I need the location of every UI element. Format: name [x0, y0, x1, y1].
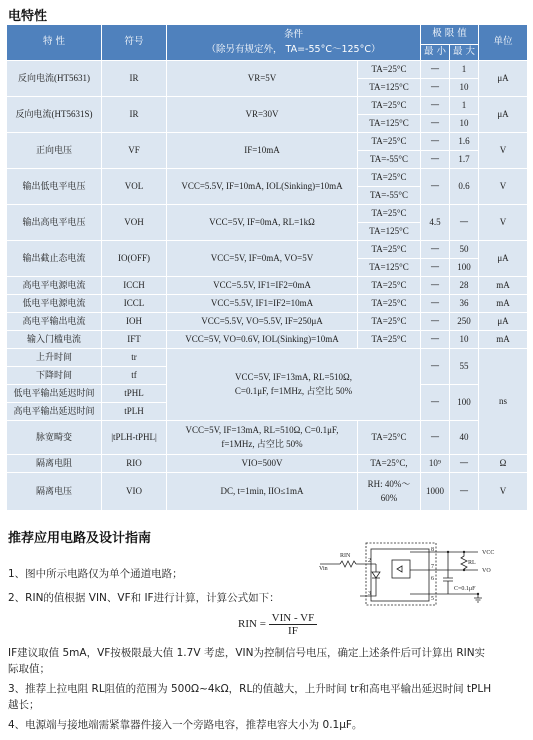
detector-gate [397, 566, 402, 572]
cell-ta [358, 473, 421, 511]
header-max: 最 大 [450, 45, 479, 61]
led-diode [372, 572, 380, 578]
cell-condition: VCC=5.5V, IF1=IF2=10mA [167, 295, 358, 313]
cell-param: 输出高电平电压 [7, 205, 102, 241]
cell-ta: TA=25°C [358, 313, 421, 331]
cell-symbol: |tPLH-tPHL| [102, 421, 167, 455]
table-row [7, 295, 528, 313]
cell-unit: V [479, 133, 528, 169]
cell-condition: VCC=5.5V, VO=5.5V, IF=250μA [167, 313, 358, 331]
cell-max: 55 [450, 349, 479, 385]
rin-formula [238, 612, 317, 637]
label-vcc: VCC [482, 550, 495, 556]
cell-ta: TA=-55°C [358, 187, 421, 205]
cell-max: — [450, 205, 479, 241]
guide-item-2: 2、RIN的值根据 VIN、VF和 IF进行计算，计算公式如下： [8, 592, 280, 604]
cell-symbol: IR [102, 97, 167, 133]
cell-param: 高电平电源电流 [7, 277, 102, 295]
label-vo: VO [482, 568, 491, 574]
cell-max: 100 [450, 259, 479, 277]
cell-param: 反向电流(HT5631) [7, 61, 102, 97]
cell-symbol: VOH [102, 205, 167, 241]
cell-max: 50 [450, 241, 479, 259]
cell-ta: TA=25°C [358, 205, 421, 223]
cell-condition [167, 421, 358, 455]
cell-unit: ns [479, 349, 528, 455]
table-row [7, 331, 528, 349]
cell-ta: TA=25°C [358, 169, 421, 187]
cell-ta: TA=125°C [358, 259, 421, 277]
cell-unit: μA [479, 97, 528, 133]
cell-max: 40 [450, 421, 479, 455]
cell-ta: TA=25°C [358, 277, 421, 295]
cell-symbol: VOL [102, 169, 167, 205]
header-unit: 单位 [479, 25, 528, 61]
cell-param: 正向电压 [7, 133, 102, 169]
section-title-application: 推荐应用电路及设计指南 [8, 531, 152, 546]
label-rin: RIN [340, 553, 351, 559]
cell-max: 10 [450, 115, 479, 133]
guide-item-4: 4、电源端与接地端需紧靠器件接入一个旁路电容，推荐电容大小为 0.1μF。 [8, 719, 363, 731]
cell-condition: VCC=5V, IF=0mA, VO=5V [167, 241, 358, 277]
guide-item-3-line1: 3、推荐上拉电阻 RL阻值的范围为 500Ω~4kΩ，RL的值越大，上升时间 tr和高电平输出延迟时间 tPLH [8, 683, 492, 695]
distortion-condition-line2: f=1MHz, 占空比 50% [221, 438, 303, 449]
cell-param: 低电平电源电流 [7, 295, 102, 313]
cell-param: 反向电流(HT5631S) [7, 97, 102, 133]
label-pin8: 8 [431, 547, 434, 553]
cell-symbol: IR [102, 61, 167, 97]
cell-min: — [421, 421, 450, 455]
cell-condition: VCC=5V, IF=0mA, RL=1kΩ [167, 205, 358, 241]
guide-item-2-note-line2: 际取值； [8, 663, 50, 675]
cell-symbol: VIO [102, 473, 167, 511]
formula-denominator: IF [288, 625, 298, 637]
timing-condition-line1: VCC=5V, IF=13mA, RL=510Ω, [234, 372, 352, 382]
cell-min: — [421, 169, 450, 205]
cell-min: — [421, 295, 450, 313]
table-row [7, 473, 528, 511]
cell-min: 10⁹ [421, 455, 450, 473]
cell-ta: TA=25°C, [358, 455, 421, 473]
cell-condition: VCC=5.5V, IF=10mA, IOL(Sinking)=10mA [167, 169, 358, 205]
table-row [7, 455, 528, 473]
ground-symbol [474, 594, 482, 602]
distortion-condition-line1: VCC=5V, IF=13mA, RL=510Ω, C=0.1μF, [185, 425, 339, 435]
header-condition [167, 25, 421, 61]
cell-unit: μA [479, 61, 528, 97]
cell-condition: VCC=5V, VO=0.6V, IOL(Sinking)=10mA [167, 331, 358, 349]
cell-min: — [421, 241, 450, 259]
cell-unit: V [479, 169, 528, 205]
header-symbol: 符号 [102, 25, 167, 61]
cell-unit: V [479, 205, 528, 241]
cell-min: — [421, 385, 450, 421]
application-circuit-diagram [318, 540, 523, 618]
cell-max: — [450, 473, 479, 511]
label-pin2: 2 [368, 558, 371, 564]
cell-min: 1000 [421, 473, 450, 511]
cell-min: 4.5 [421, 205, 450, 241]
header-condition-line2: （除另有规定外， TA=-55°C～125°C） [206, 43, 381, 55]
label-pin3: 3 [368, 591, 371, 597]
cell-max: 1.7 [450, 151, 479, 169]
cell-unit: mA [479, 277, 528, 295]
cell-min: — [421, 313, 450, 331]
electrical-characteristics-table [6, 24, 528, 511]
cell-symbol: ICCL [102, 295, 167, 313]
detector-block [392, 560, 410, 578]
cell-unit: V [479, 473, 528, 511]
cell-min: — [421, 115, 450, 133]
cell-max: 1 [450, 97, 479, 115]
cell-max: — [450, 455, 479, 473]
cell-symbol: IOH [102, 313, 167, 331]
cell-condition: DC, t=1min, IIO≤1mA [167, 473, 358, 511]
cell-ta: TA=25°C [358, 241, 421, 259]
cell-ta: TA=25°C [358, 133, 421, 151]
cell-param: 高电平输出电流 [7, 313, 102, 331]
cell-ta: TA=25°C [358, 295, 421, 313]
cell-max: 250 [450, 313, 479, 331]
cell-symbol: ICCH [102, 277, 167, 295]
cell-min: — [421, 97, 450, 115]
cell-unit: Ω [479, 455, 528, 473]
cell-max: 28 [450, 277, 479, 295]
table-row [7, 61, 528, 79]
cell-max: 36 [450, 295, 479, 313]
cell-param: 输入门槛电流 [7, 331, 102, 349]
cell-param: 输出截止态电流 [7, 241, 102, 277]
cell-ta: TA=125°C [358, 223, 421, 241]
isolation-ta-line1: RH: 40%～ [367, 479, 411, 489]
cell-param: 下降时间 [7, 367, 102, 385]
header-limits: 极 限 值 [421, 25, 479, 45]
cell-max: 1.6 [450, 133, 479, 151]
label-pin5: 5 [431, 596, 434, 602]
cell-param: 输出低电平电压 [7, 169, 102, 205]
guide-item-3-line2: 越长； [8, 699, 40, 711]
guide-item-2-note-line1: IF建议取值 5mA，VF按极限最大值 1.7V 考虑，VIN为控制信号电压，确定上述条件后可计算出 RIN实 [8, 647, 486, 659]
cell-ta: TA=25°C [358, 421, 421, 455]
table-row [7, 313, 528, 331]
cell-condition: VCC=5.5V, IF1=IF2=0mA [167, 277, 358, 295]
cell-symbol: RIO [102, 455, 167, 473]
cell-max: 0.6 [450, 169, 479, 205]
table-row [7, 349, 528, 367]
cell-symbol: IFT [102, 331, 167, 349]
isolation-ta-line2: 60% [380, 492, 398, 503]
cell-ta: TA=125°C [358, 115, 421, 133]
cell-max: 10 [450, 331, 479, 349]
cell-max: 100 [450, 385, 479, 421]
label-pin7: 7 [431, 564, 434, 570]
cell-param: 隔离电压 [7, 473, 102, 511]
cell-condition: VIO=500V [167, 455, 358, 473]
cell-condition: VR=5V [167, 61, 358, 97]
header-param: 特 性 [7, 25, 102, 61]
cell-condition-timing [167, 349, 421, 421]
cell-ta: TA=25°C [358, 61, 421, 79]
rin-resistor [340, 561, 356, 567]
table-row [7, 421, 528, 455]
cell-min: — [421, 277, 450, 295]
header-min: 最 小 [421, 45, 450, 61]
optocoupler-inner [371, 549, 429, 601]
table-row [7, 133, 528, 151]
table-row [7, 277, 528, 295]
cell-unit: μA [479, 241, 528, 277]
cell-param: 高电平输出延迟时间 [7, 403, 102, 421]
header-condition-line1: 条件 [283, 29, 303, 41]
cell-param: 脉宽畸变 [7, 421, 102, 455]
table-row [7, 97, 528, 115]
cell-min: — [421, 259, 450, 277]
cell-ta: TA=25°C [358, 97, 421, 115]
cell-unit: mA [479, 295, 528, 313]
cell-min: — [421, 151, 450, 169]
table-row [7, 205, 528, 223]
cell-min: — [421, 331, 450, 349]
cell-min: — [421, 61, 450, 79]
cell-param: 隔离电阻 [7, 455, 102, 473]
label-cap: C=0.1μF [454, 586, 476, 592]
cell-condition: VR=30V [167, 97, 358, 133]
cell-param: 低电平输出延迟时间 [7, 385, 102, 403]
formula-fraction [269, 612, 318, 637]
cell-symbol: tPHL [102, 385, 167, 403]
label-vin: Vin [319, 566, 328, 572]
cell-min: — [421, 79, 450, 97]
bypass-capacitor [443, 552, 453, 594]
cell-symbol: IO(OFF) [102, 241, 167, 277]
label-rl: RL [468, 560, 476, 566]
cell-ta: TA=-55°C [358, 151, 421, 169]
table-row [7, 169, 528, 187]
cell-ta: TA=125°C [358, 79, 421, 97]
cell-condition: IF=10mA [167, 133, 358, 169]
cell-unit: μA [479, 313, 528, 331]
cell-symbol: tPLH [102, 403, 167, 421]
guide-item-1: 1、图中所示电路仅为单个通道电路； [8, 568, 183, 580]
table-row [7, 241, 528, 259]
cell-min: — [421, 349, 450, 385]
formula-lhs: RIN = [238, 618, 266, 631]
section-title-electrical: 电特性 [8, 9, 48, 24]
cell-param: 上升时间 [7, 349, 102, 367]
formula-numerator: VIN - VF [269, 612, 318, 625]
cell-min: — [421, 133, 450, 151]
label-pin6: 6 [431, 576, 434, 582]
cell-ta: TA=25°C [358, 331, 421, 349]
rl-resistor [461, 552, 467, 570]
cell-symbol: VF [102, 133, 167, 169]
cell-max: 1 [450, 61, 479, 79]
timing-condition-line2: C=0.1μF, f=1MHz, 占空比 50% [234, 385, 353, 396]
cell-symbol: tf [102, 367, 167, 385]
cell-unit: mA [479, 331, 528, 349]
cell-max: 10 [450, 79, 479, 97]
cell-symbol: tr [102, 349, 167, 367]
